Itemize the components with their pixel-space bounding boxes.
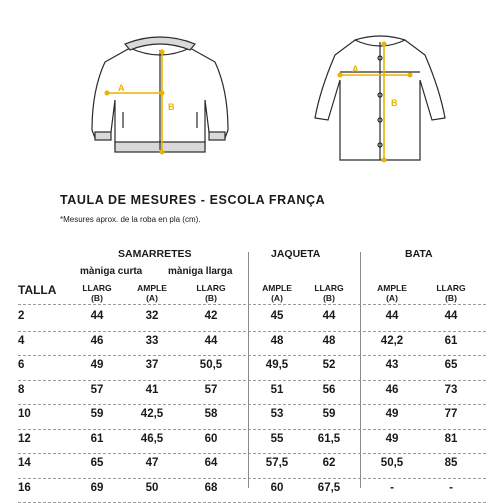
- table-cell: 46: [385, 383, 399, 396]
- size-cell: 10: [18, 408, 31, 420]
- row-divider: [18, 453, 486, 454]
- table-cell: 59: [322, 408, 336, 420]
- table-cell: 44: [385, 310, 399, 322]
- smock-illustration: [315, 36, 445, 160]
- group-samarretes: SAMARRETES: [118, 248, 192, 260]
- column-header-measure: AMPLE: [137, 283, 167, 293]
- table-cell: 51: [270, 383, 284, 396]
- table-cell: 85: [444, 457, 458, 469]
- row-divider: [18, 304, 486, 305]
- table-cell: 44: [322, 310, 336, 322]
- table-cell: 61: [90, 432, 104, 445]
- table-cell: 49: [385, 432, 399, 445]
- row-divider: [18, 331, 486, 332]
- table-cell: 53: [270, 408, 284, 420]
- table-cell: 81: [444, 432, 458, 445]
- size-cell: 12: [18, 432, 31, 445]
- column-header-measure: AMPLE: [262, 283, 292, 293]
- row-divider: [18, 380, 486, 381]
- column-header-code: (B): [445, 293, 457, 303]
- table-cell: 67,5: [317, 481, 341, 494]
- column-header-measure: LLARG: [196, 283, 226, 293]
- table-cell: 48: [322, 334, 336, 347]
- table-cell: 57,5: [265, 457, 289, 469]
- column-header: [367, 283, 417, 303]
- table-cell: 60: [204, 432, 218, 445]
- column-header-code: (A): [271, 293, 283, 303]
- measurement-note: *Mesures aprox. de la roba en pla (cm).: [60, 215, 201, 224]
- group-bata: BATA: [405, 248, 433, 260]
- table-cell: 49: [385, 408, 399, 420]
- table-cell: 65: [90, 457, 104, 469]
- column-header-code: (A): [146, 293, 158, 303]
- table-cell: 77: [444, 408, 458, 420]
- table-cell: 56: [322, 383, 336, 396]
- table-cell: 42,2: [380, 334, 404, 347]
- size-cell: 4: [18, 334, 25, 347]
- page-title: TAULA DE MESURES - ESCOLA FRANÇA: [60, 193, 326, 207]
- table-cell: 68: [204, 481, 218, 494]
- column-header-code: (B): [91, 293, 103, 303]
- column-header-measure: LLARG: [314, 283, 344, 293]
- table-cell: 43: [385, 359, 399, 371]
- table-cell: 37: [145, 359, 159, 371]
- table-cell: 44: [444, 310, 458, 322]
- size-cell: 8: [18, 383, 25, 396]
- jacket-label-b: B: [168, 102, 175, 112]
- column-header: [252, 283, 302, 303]
- table-cell: 60: [270, 481, 284, 494]
- table-cell: 32: [145, 310, 159, 322]
- table-cell: 50: [145, 481, 159, 494]
- table-cell: 61: [444, 334, 458, 347]
- table-cell: 50,5: [199, 359, 223, 371]
- table-cell: 57: [90, 383, 104, 396]
- column-header-code: (A): [386, 293, 398, 303]
- table-cell: 33: [145, 334, 159, 347]
- column-header-measure: LLARG: [82, 283, 112, 293]
- column-header: [426, 283, 476, 303]
- table-cell: -: [390, 481, 394, 494]
- table-cell: 52: [322, 359, 336, 371]
- table-cell: 44: [90, 310, 104, 322]
- table-cell: 73: [444, 383, 458, 396]
- divider-samarretes-jaqueta: [248, 252, 249, 488]
- row-divider: [18, 429, 486, 430]
- size-column-header: TALLA: [18, 283, 57, 297]
- table-cell: 69: [90, 481, 104, 494]
- column-header-measure: LLARG: [436, 283, 466, 293]
- subgroup-llarga: màniga llarga: [168, 266, 233, 277]
- table-cell: 48: [270, 334, 284, 347]
- jacket-label-a: A: [118, 83, 125, 93]
- table-cell: 47: [145, 457, 159, 469]
- table-cell: 58: [204, 408, 218, 420]
- divider-jaqueta-bata: [360, 252, 361, 488]
- column-header-code: (B): [205, 293, 217, 303]
- size-cell: 2: [18, 310, 25, 322]
- table-cell: 42: [204, 310, 218, 322]
- column-header-code: (B): [323, 293, 335, 303]
- row-divider: [18, 404, 486, 405]
- column-header: [304, 283, 354, 303]
- group-jaqueta: JAQUETA: [271, 248, 321, 260]
- illustrations: [0, 0, 500, 180]
- table-cell: 46: [90, 334, 104, 347]
- table-cell: 46,5: [140, 432, 164, 445]
- column-header: [186, 283, 236, 303]
- table-cell: 64: [204, 457, 218, 469]
- table-cell: 49: [90, 359, 104, 371]
- table-cell: 57: [204, 383, 218, 396]
- table-cell: 45: [270, 310, 284, 322]
- table-cell: 42,5: [140, 408, 164, 420]
- size-cell: 6: [18, 359, 25, 371]
- table-cell: -: [449, 481, 453, 494]
- column-header-measure: AMPLE: [377, 283, 407, 293]
- column-header: [127, 283, 177, 303]
- column-header: [72, 283, 122, 303]
- smock-label-a: A: [352, 64, 359, 74]
- table-cell: 41: [145, 383, 159, 396]
- table-cell: 61,5: [317, 432, 341, 445]
- row-divider: [18, 355, 486, 356]
- size-cell: 16: [18, 481, 31, 494]
- table-cell: 59: [90, 408, 104, 420]
- table-cell: 55: [270, 432, 284, 445]
- smock-measure-lines: [340, 44, 410, 160]
- table-cell: 44: [204, 334, 218, 347]
- table-cell: 50,5: [380, 457, 404, 469]
- table-cell: 65: [444, 359, 458, 371]
- table-cell: 49,5: [265, 359, 289, 371]
- smock-label-b: B: [391, 98, 398, 108]
- size-cell: 14: [18, 457, 31, 469]
- row-divider: [18, 478, 486, 479]
- table-cell: 62: [322, 457, 336, 469]
- subgroup-curta: màniga curta: [80, 266, 143, 277]
